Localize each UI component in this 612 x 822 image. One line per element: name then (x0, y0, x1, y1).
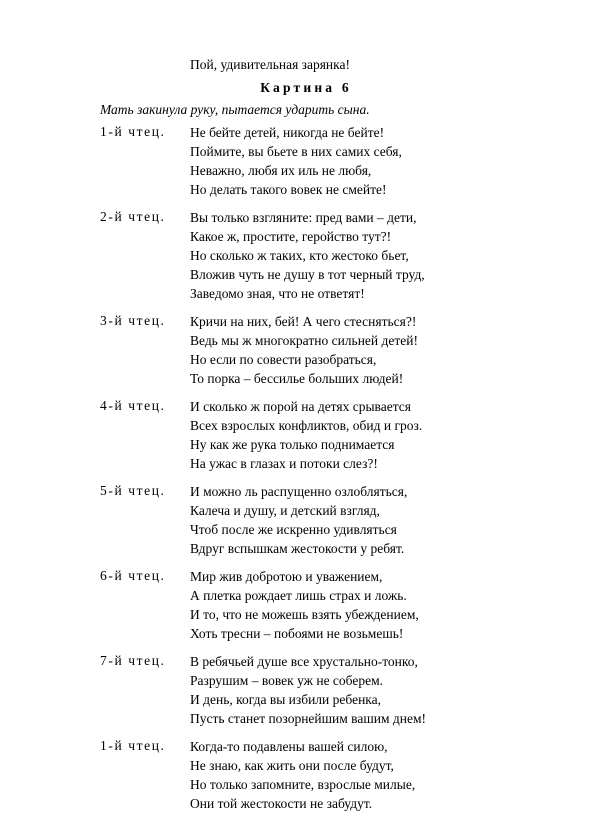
verse-line: Заведомо зная, что не ответят! (190, 286, 365, 301)
verse-line: Ну как же рука только поднимается (190, 437, 395, 452)
verse-line: Хоть тресни – побоями не возьмешь! (190, 626, 404, 641)
speaker-label: 6-й чтец. (100, 568, 166, 583)
verse-stanza (190, 123, 402, 199)
reader-block (0, 123, 612, 199)
speaker-label: 2-й чтец. (100, 209, 166, 224)
verse-line: Чтоб после же искренно удивляться (190, 522, 397, 537)
reader-block (0, 652, 612, 728)
verse-stanza (190, 482, 407, 558)
verse-line: Они той жестокости не забудут. (190, 796, 373, 811)
verse-line: Вдруг вспышкам жестокости у ребят. (190, 541, 405, 556)
reader-blocks (0, 123, 612, 822)
verse-line: Вложив чуть не душу в тот черный труд, (190, 267, 425, 282)
verse-line: Пусть станет позорнейшим вашим днем! (190, 711, 427, 726)
verse-line: Неважно, любя их иль не любя, (190, 163, 372, 178)
verse-line: Калеча и душу, и детский взгляд, (190, 503, 380, 518)
verse-line: И сколько ж порой на детях срывается (190, 399, 411, 414)
speaker-label: 7-й чтец. (100, 653, 166, 668)
verse-line: Но делать такого вовек не смейте! (190, 182, 387, 197)
verse-line: Кричи на них, бей! А чего стесняться?! (190, 314, 417, 329)
verse-line: И можно ль распущенно озлобляться, (190, 484, 408, 499)
verse-line: То порка – бессилье больших людей! (190, 371, 404, 386)
verse-line: На ужас в глазах и потоки слез?! (190, 456, 378, 471)
stage-direction: Мать закинула руку, пытается ударить сына. (100, 102, 370, 117)
verse-stanza (190, 652, 426, 728)
speaker-label: 1-й чтец. (100, 124, 166, 139)
verse-line: Поймите, вы бьете в них самих себя, (190, 144, 402, 159)
verse-line: А плетка рождает лишь страх и ложь. (190, 588, 407, 603)
verse-stanza (190, 397, 422, 473)
scene-title: Картина 6 (260, 80, 352, 95)
reader-block (0, 397, 612, 473)
verse-stanza (190, 737, 415, 813)
verse-line: И то, что не можешь взять убеждением, (190, 607, 419, 622)
prelude-verse-line: Пой, удивительная зарянка! (190, 57, 351, 72)
verse-stanza (190, 567, 419, 643)
reader-block (0, 208, 612, 303)
verse-line: Но сколько ж таких, кто жестоко бьет, (190, 248, 409, 263)
verse-line: Ведь мы ж многократно сильней детей! (190, 333, 418, 348)
verse-line: Когда-то подавлены вашей силою, (190, 739, 388, 754)
verse-line: Всех взрослых конфликтов, обид и гроз. (190, 418, 423, 433)
reader-block (0, 312, 612, 388)
verse-line: Вы только взгляните: пред вами – дети, (190, 210, 417, 225)
verse-stanza (190, 208, 425, 303)
verse-line: Но только запомните, взрослые милые, (190, 777, 416, 792)
speaker-label: 5-й чтец. (100, 483, 166, 498)
verse-line: Разрушим – вовек уж не соберем. (190, 673, 384, 688)
verse-line: Не бейте детей, никогда не бейте! (190, 125, 385, 140)
reader-block (0, 737, 612, 813)
verse-line: Не знаю, как жить они после будут, (190, 758, 394, 773)
reader-block (0, 567, 612, 643)
verse-line: В ребячьей душе все хрустально-тонко, (190, 654, 418, 669)
speaker-label: 3-й чтец. (100, 313, 166, 328)
speaker-label: 1-й чтец. (100, 738, 166, 753)
reader-block (0, 482, 612, 558)
verse-line: Но если по совести разобраться, (190, 352, 377, 367)
speaker-label: 4-й чтец. (100, 398, 166, 413)
verse-line: Мир жив добротою и уважением, (190, 569, 383, 584)
verse-stanza (190, 312, 418, 388)
verse-line: Какое ж, простите, геройство тут?! (190, 229, 392, 244)
verse-line: И день, когда вы избили ребенка, (190, 692, 382, 707)
